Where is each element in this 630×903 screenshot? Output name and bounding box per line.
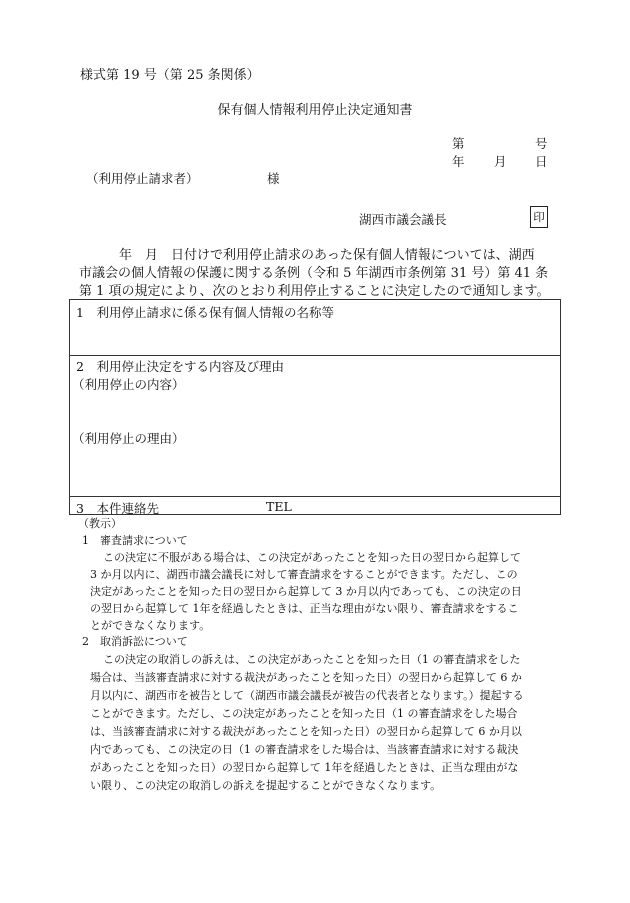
row1-label: 1 利用停止請求に係る保有個人情報の名称等 xyxy=(76,305,334,320)
notice-section1-line: とができなくなります。 xyxy=(90,619,211,632)
row3-label: 3 本件連絡先 xyxy=(76,501,159,516)
notice-section1-line: 決定があったことを知った日の翌日から起算して 3 か月以内であっても、この決定の日 xyxy=(90,585,522,598)
row-divider-1 xyxy=(70,355,560,356)
form-number: 様式第 19 号（第 25 条関係） xyxy=(80,68,260,83)
notice-section2-line: は、当該審査請求に対する裁決があったことを知った日）の翌日から起算して 6 か月以 xyxy=(90,725,522,738)
notice-section2-line: 場合は、当該審査請求に対する裁決があったことを知った日）の翌日から起算して 6 か xyxy=(90,671,522,684)
document-title: 保有個人情報利用停止決定通知書 xyxy=(217,103,413,118)
notice-section2-title: 2 取消訴訟について xyxy=(82,635,188,648)
row2-label: 2 利用停止決定をする内容及び理由 xyxy=(76,359,284,374)
date-year-label: 年 xyxy=(452,154,465,169)
notice-heading: （教示） xyxy=(78,517,122,530)
date-day-label: 日 xyxy=(535,154,548,169)
notice-section2-line: い限り、この決定の取消しの訴えを提起することができなくなります。 xyxy=(90,779,442,792)
decision-table xyxy=(69,299,561,515)
addressee-honorific: 様 xyxy=(267,171,280,186)
notice-section2-line: 月以内に、湖西市を被告として（湖西市議会議長が被告の代表者となります。）提起する xyxy=(90,689,524,702)
notice-section2-line: ことができます。ただし、この決定があったことを知った日（1 の審査請求をした場合 xyxy=(90,707,518,720)
sender-name: 湖西市議会議長 xyxy=(359,212,447,227)
date-month-label: 月 xyxy=(494,154,507,169)
row-divider-2 xyxy=(70,496,560,497)
notice-section1-line: この決定に不服がある場合は、この決定があったことを知った日の翌日から起算して xyxy=(103,551,521,564)
row2-reason-label: （利用停止の理由） xyxy=(72,431,185,446)
body-line-2: 市議会の個人情報の保護に関する条例（令和 5 年湖西市条例第 31 号）第 41 条 xyxy=(79,266,549,281)
row2-content-label: （利用停止の内容） xyxy=(72,377,185,392)
addressee-label: （利用停止請求者） xyxy=(86,171,199,186)
notice-section2-line: があったことを知った日）の翌日から起算して 1年を経過したときは、正当な理由がな xyxy=(90,761,519,774)
notice-section1-title: 1 審査請求について xyxy=(82,534,188,547)
notice-section2-line: 内であっても、この決定の日（1 の審査請求をした場合は、当該審査請求に対する裁決 xyxy=(90,743,519,756)
notice-section1-line: 3 か月以内に、湖西市議会議長に対して審査請求をすることができます。ただし、この xyxy=(90,568,518,581)
body-line-3: 第 1 項の規定により、次のとおり利用停止することに決定したので通知します。 xyxy=(79,284,550,299)
notice-section1-line: の翌日から起算して 1年を経過したときは、正当な理由がない限り、審査請求をするこ xyxy=(90,602,519,615)
seal-mark: 印 xyxy=(530,206,548,228)
document-number-suffix: 号 xyxy=(535,136,548,151)
row3-tel-label: TEL xyxy=(266,499,292,514)
notice-section2-line: この決定の取消しの訴えは、この決定があったことを知った日（1 の審査請求をした xyxy=(103,653,521,666)
document-number-prefix: 第 xyxy=(452,136,465,151)
body-line-1: 年 月 日付けで利用停止請求のあった保有個人情報については、湖西 xyxy=(119,248,535,263)
